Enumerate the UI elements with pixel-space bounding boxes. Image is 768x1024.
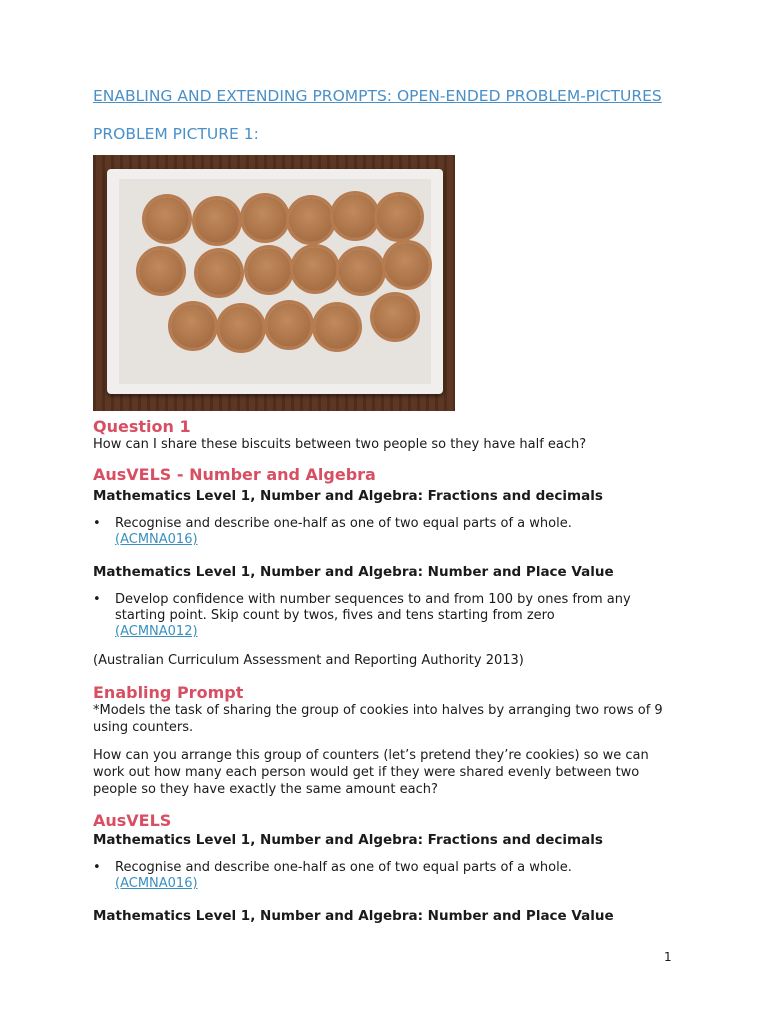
- bullet-icon: •: [93, 860, 101, 875]
- cookie: [315, 305, 359, 349]
- cookie: [139, 249, 183, 293]
- document-title: ENABLING AND EXTENDING PROMPTS: OPEN-ENDED PROBLEM-PICTURES: [93, 87, 662, 105]
- bullet-icon: •: [93, 516, 101, 531]
- document-page: [93, 86, 683, 924]
- enabling-prompt-note: *Models the task of sharing the group of cookies into halves by arranging two rows of 9 using counters.: [93, 703, 663, 735]
- cookie: [373, 295, 417, 339]
- cookie: [339, 249, 383, 293]
- cookie: [219, 306, 263, 350]
- cookie: [145, 197, 189, 241]
- bullet-text: Recognise and describe one-half as one of two equal parts of a whole.: [115, 516, 572, 531]
- cookie: [333, 194, 377, 238]
- cookie: [243, 196, 287, 240]
- cookie: [267, 303, 311, 347]
- bullet-text: Recognise and describe one-half as one of two equal parts of a whole.: [115, 860, 572, 875]
- bullet-icon: •: [93, 592, 101, 607]
- cookie: [195, 199, 239, 243]
- list-item: [93, 516, 683, 548]
- cookie: [171, 304, 215, 348]
- curriculum-code-link[interactable]: (ACMNA016): [115, 532, 198, 547]
- cookie: [247, 248, 291, 292]
- problem-picture-title: PROBLEM PICTURE 1:: [93, 125, 259, 143]
- enabling-prompt-heading: Enabling Prompt: [93, 683, 244, 702]
- list-item: [93, 592, 683, 640]
- question-1-heading: Question 1: [93, 417, 191, 436]
- strand-fractions-decimals: Mathematics Level 1, Number and Algebra: Fractions and decimals: [93, 832, 603, 848]
- strand-fractions-decimals: Mathematics Level 1, Number and Algebra: Fractions and decimals: [93, 488, 603, 504]
- bullet-text: Develop confidence with number sequences to and from 100 by ones from any starting point. Skip count by twos, fives and tens starting from zero: [115, 592, 631, 623]
- cookies-photo: [93, 155, 455, 411]
- question-1-text: How can I share these biscuits between two people so they have half each?: [93, 437, 587, 452]
- cookie: [197, 251, 241, 295]
- cookie: [385, 243, 429, 287]
- list-item: [93, 860, 683, 892]
- ausvels-heading: AusVELS: [93, 811, 172, 830]
- serving-tray: [107, 169, 443, 394]
- cookie: [293, 247, 337, 291]
- curriculum-code-link[interactable]: (ACMNA012): [115, 624, 198, 639]
- page-number: 1: [664, 950, 672, 964]
- ausvels-number-algebra-heading: AusVELS - Number and Algebra: [93, 465, 376, 484]
- strand-number-place-value: Mathematics Level 1, Number and Algebra: Number and Place Value: [93, 908, 614, 924]
- cookie: [377, 195, 421, 239]
- curriculum-code-link[interactable]: (ACMNA016): [115, 876, 198, 891]
- cookie: [289, 198, 333, 242]
- strand-number-place-value: Mathematics Level 1, Number and Algebra: Number and Place Value: [93, 564, 614, 580]
- enabling-prompt-question: How can you arrange this group of counters (let’s pretend they’re cookies) so we can work out how many each person would get if they were shared evenly between two people so they have exactly the same amount each?: [93, 748, 649, 797]
- citation: (Australian Curriculum Assessment and Reporting Authority 2013): [93, 653, 524, 668]
